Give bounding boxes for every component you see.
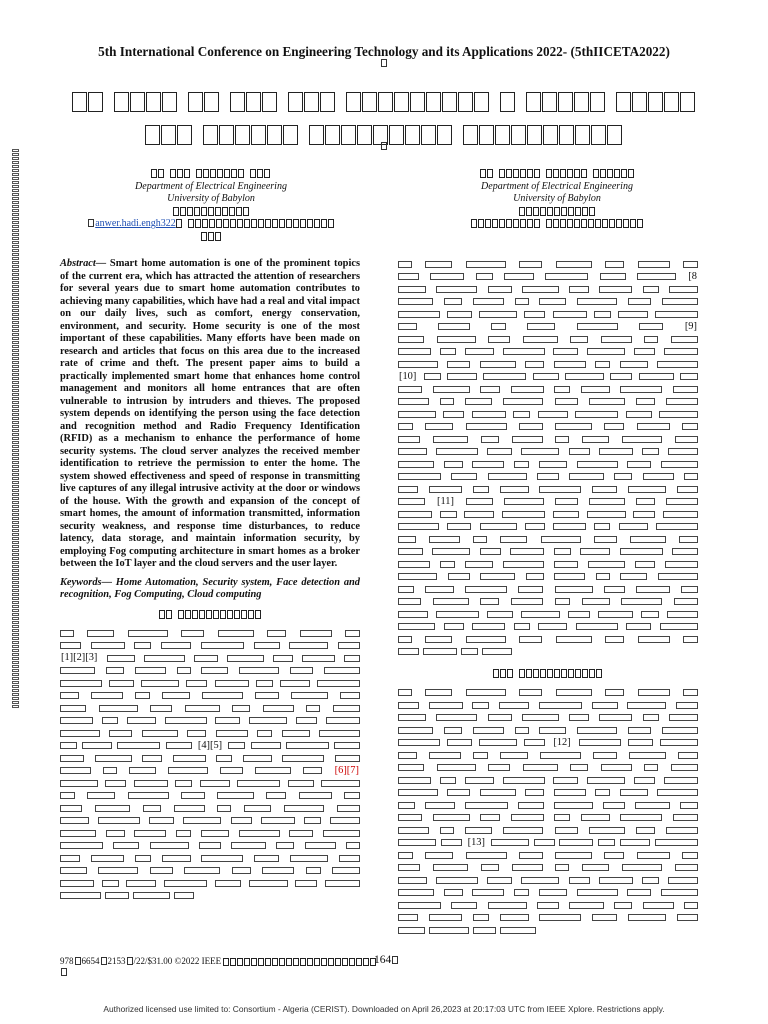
page-number: 164 (374, 954, 399, 966)
text-line (60, 815, 360, 828)
conference-title: 5th International Conference on Engineering Technology and its Applications 2022- (5thIICETA2022) (98, 44, 670, 59)
text-line (60, 865, 360, 878)
citation[interactable]: [11] (437, 495, 454, 507)
text-line (398, 646, 698, 659)
text-line (398, 724, 698, 737)
author-name-1 (86, 168, 336, 181)
citation[interactable]: [10] (399, 370, 417, 382)
text-line (398, 712, 698, 725)
text-line (60, 677, 360, 690)
text-line (398, 483, 698, 496)
text-line (398, 358, 698, 371)
text-line (398, 308, 698, 321)
text-line (398, 471, 698, 484)
text-line (60, 702, 360, 715)
text-line (398, 824, 698, 837)
text-line (398, 687, 698, 700)
text-line (60, 827, 360, 840)
text-line (398, 321, 698, 334)
margin-glyph-strip (12, 148, 22, 868)
citation[interactable]: [4][5] (197, 739, 223, 751)
text-line (398, 533, 698, 546)
text-line (398, 787, 698, 800)
text-line (60, 777, 360, 790)
author-block-2 (432, 168, 682, 231)
text-line (398, 812, 698, 825)
text-line (398, 271, 698, 284)
text-line (398, 837, 698, 850)
author-1-city (86, 206, 336, 219)
text-line (398, 421, 698, 434)
text-line (60, 802, 360, 815)
text-line (60, 627, 360, 640)
text-line (398, 546, 698, 559)
text-line (398, 508, 698, 521)
text-line (398, 774, 698, 787)
text-line (398, 446, 698, 459)
citation[interactable]: [6][7] (334, 764, 359, 776)
text-line (398, 699, 698, 712)
text-line (398, 874, 698, 887)
text-line (60, 765, 360, 778)
text-line (398, 346, 698, 359)
abstract (60, 258, 360, 571)
abstract-text: Smart home automation is one of the prominent topics of the current era, which has attracted the attention of researchers for several years due to smart home automation contributes to achieving many capabilities, which have had a real and vital impact on our daily lives, such as comfort, energy conservation, environment, and security. Home security is one of the most important of these capabilities. Many efforts have been made on research and articles that focus on this area due to the increased rate of crime and theft. The present paper aims to build a practically implemented smart home that enhances home control management and monitors all home entrances that are often vulnerable to intrusion by intruders and thieves. The proposed system depends on identifying the person using the face detection and recognition method and Radio Frequency Identification (RFID) as a mechanism to enhance the performance of home security systems. The cloud server analyzes the received member identification to retrieve the permission to enter the home. The system showed effectiveness and speed of response in transmitting live captures of any illegal intrusive activity at the door or windows of the house. With the growth and expansion of the concept of smart homes, the amount of information transmitted, information security weakness, and response time disturbances, to reduce latency, data storage, and maintain information security, by employing Fog computing architecture in smart homes as a broker between the IoT layer and the cloud servers and the user layer. (60, 258, 360, 569)
text-line (398, 408, 698, 421)
author-block-1 (86, 168, 336, 243)
text-line (398, 737, 698, 750)
text-line (398, 433, 698, 446)
author-2-city (432, 206, 682, 219)
citation[interactable]: [1][2][3] (61, 652, 98, 663)
keywords-text: Home Automation, Security system, Face detection and recognition, Fog Computing, Cloud computing (60, 576, 360, 600)
text-line (60, 840, 360, 853)
text-line (398, 899, 698, 912)
text-line (398, 849, 698, 862)
text-line (398, 296, 698, 309)
right-column (398, 258, 698, 937)
author-1-email[interactable]: anwer.hadi.engh322 (86, 218, 336, 243)
text-line (398, 621, 698, 634)
text-line (60, 740, 360, 753)
citation[interactable]: [13] (467, 836, 485, 848)
citation[interactable]: [9] (684, 320, 697, 332)
text-line (60, 752, 360, 765)
text-line (60, 665, 360, 678)
text-line (398, 924, 698, 937)
text-line (60, 715, 360, 728)
text-line (398, 633, 698, 646)
authorized-use-notice: Authorized licensed use limited to: Consortium - Algeria (CERIST). Downloaded on April 26,2023 at 20:17:03 UTC from IEEE Xplore. Restrictions apply. (103, 1004, 665, 1014)
text-line (398, 396, 698, 409)
left-column (60, 258, 360, 902)
author-2-dept: Department of Electrical Engineering (481, 180, 633, 192)
citation[interactable]: [8 (688, 270, 697, 282)
text-line (60, 877, 360, 890)
abstract-label: Abstract— (60, 258, 107, 269)
paragraph-mark (0, 141, 768, 151)
text-line (398, 521, 698, 534)
text-line (398, 799, 698, 812)
text-line (398, 862, 698, 875)
text-line (60, 890, 360, 903)
text-line (60, 852, 360, 865)
text-line (60, 790, 360, 803)
text-line (398, 258, 698, 271)
text-line (398, 383, 698, 396)
author-name-2 (432, 168, 682, 181)
text-line (398, 887, 698, 900)
text-line (398, 283, 698, 296)
keywords-label: Keywords— (60, 576, 112, 588)
author-1-dept: Department of Electrical Engineering (135, 180, 287, 192)
author-1-univ: University of Babylon (167, 193, 255, 204)
introduction-text (60, 627, 360, 902)
paragraph-mark (0, 58, 768, 68)
keywords (60, 577, 360, 602)
right-column-text-1 (398, 258, 698, 658)
text-line (398, 496, 698, 509)
footer-copyright: 978 6654 2153 /22/$31.00 ©2022 IEEE (60, 956, 377, 966)
section-heading-introduction (60, 609, 360, 622)
text-line (60, 652, 360, 665)
text-line (398, 912, 698, 925)
text-line (60, 640, 360, 653)
text-line (398, 762, 698, 775)
text-line (60, 690, 360, 703)
footer-mark (60, 968, 68, 977)
right-column-text-2 (398, 687, 698, 937)
text-line (60, 727, 360, 740)
author-2-univ: University of Babylon (513, 193, 601, 204)
text-line (398, 458, 698, 471)
author-2-email[interactable] (432, 218, 682, 231)
text-line (398, 583, 698, 596)
citation[interactable]: [12] (553, 736, 571, 748)
section-heading-related-work (398, 668, 698, 681)
text-line (398, 333, 698, 346)
text-line (398, 558, 698, 571)
text-line (398, 571, 698, 584)
text-line (398, 596, 698, 609)
text-line (398, 608, 698, 621)
text-line (398, 749, 698, 762)
paper-title-line-1 (0, 92, 768, 112)
text-line (398, 371, 698, 384)
